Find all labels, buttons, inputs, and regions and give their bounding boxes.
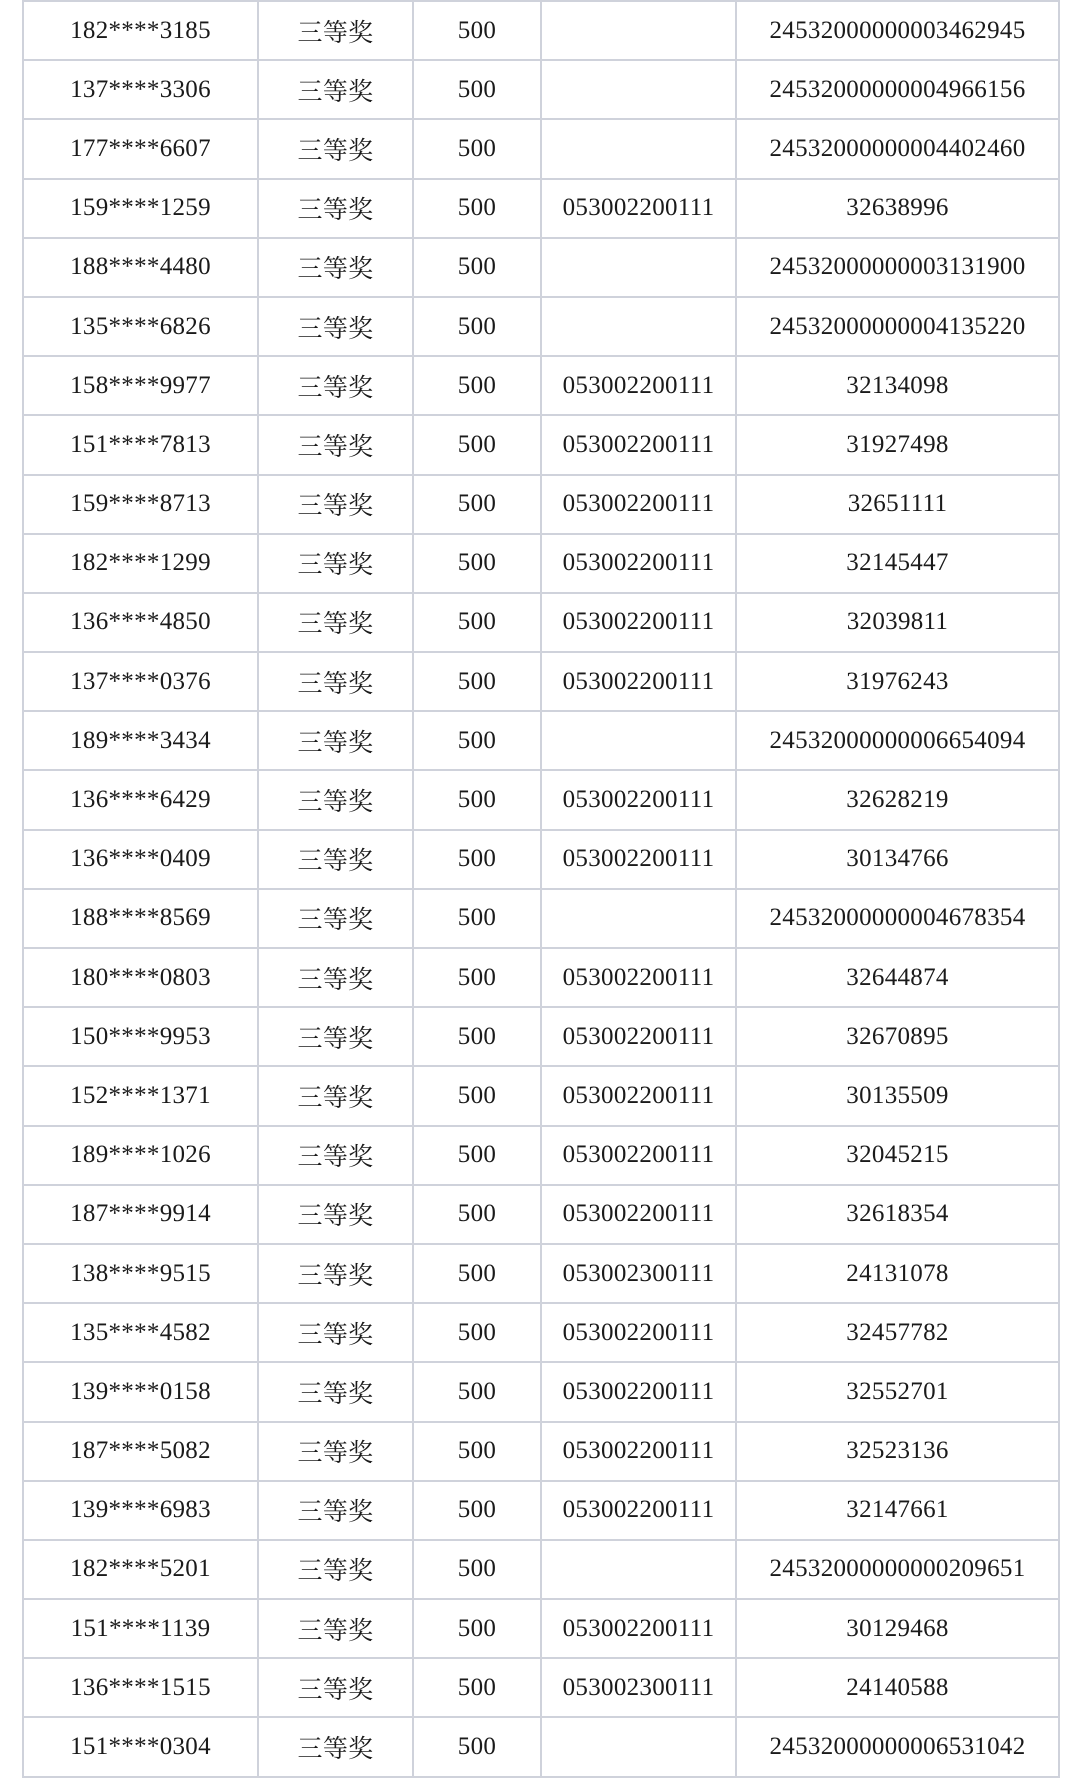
prize-cell: 三等奖	[259, 890, 412, 947]
amount-cell: 500	[414, 1363, 540, 1420]
table-row	[24, 120, 1058, 177]
amount-cell: 500	[414, 180, 540, 237]
number-cell: 31976243	[737, 653, 1058, 710]
number-cell: 32134098	[737, 357, 1058, 414]
code-cell: 053002200111	[542, 476, 735, 533]
phone-cell: 136****4850	[24, 594, 257, 651]
number-cell: 30129468	[737, 1600, 1058, 1657]
table-row	[24, 653, 1058, 710]
table-row	[24, 357, 1058, 414]
table-row	[24, 239, 1058, 296]
code-cell: 053002200111	[542, 1423, 735, 1480]
phone-cell: 182****1299	[24, 535, 257, 592]
amount-cell: 500	[414, 653, 540, 710]
winners-table-container	[22, 0, 1058, 1778]
prize-cell: 三等奖	[259, 1245, 412, 1302]
table-row	[24, 1186, 1058, 1243]
amount-cell: 500	[414, 712, 540, 769]
amount-cell: 500	[414, 239, 540, 296]
code-cell: 053002200111	[542, 416, 735, 473]
phone-cell: 188****4480	[24, 239, 257, 296]
phone-cell: 136****1515	[24, 1659, 257, 1716]
number-cell: 32523136	[737, 1423, 1058, 1480]
code-cell: 053002200111	[542, 594, 735, 651]
table-row	[24, 535, 1058, 592]
phone-cell: 151****7813	[24, 416, 257, 473]
code-cell: 053002200111	[542, 653, 735, 710]
table-row	[24, 1127, 1058, 1184]
amount-cell: 500	[414, 1067, 540, 1124]
prize-cell: 三等奖	[259, 180, 412, 237]
phone-cell: 137****3306	[24, 61, 257, 118]
number-cell: 24532000000006531042	[737, 1718, 1058, 1775]
table-row	[24, 2, 1058, 59]
code-cell: 053002200111	[542, 1008, 735, 1065]
prize-cell: 三等奖	[259, 1067, 412, 1124]
code-cell: 053002200111	[542, 831, 735, 888]
amount-cell: 500	[414, 298, 540, 355]
prize-cell: 三等奖	[259, 1600, 412, 1657]
code-cell	[542, 61, 735, 118]
phone-cell: 151****1139	[24, 1600, 257, 1657]
number-cell: 24532000000003131900	[737, 239, 1058, 296]
amount-cell: 500	[414, 476, 540, 533]
phone-cell: 138****9515	[24, 1245, 257, 1302]
number-cell: 32147661	[737, 1482, 1058, 1539]
code-cell: 053002200111	[542, 357, 735, 414]
code-cell: 053002200111	[542, 949, 735, 1006]
amount-cell: 500	[414, 771, 540, 828]
number-cell: 24532000000004966156	[737, 61, 1058, 118]
phone-cell: 135****6826	[24, 298, 257, 355]
table-row	[24, 1245, 1058, 1302]
amount-cell: 500	[414, 1659, 540, 1716]
prize-cell: 三等奖	[259, 1482, 412, 1539]
table-row	[24, 1067, 1058, 1124]
table-row	[24, 61, 1058, 118]
number-cell: 24532000000006654094	[737, 712, 1058, 769]
table-row	[24, 949, 1058, 1006]
prize-cell: 三等奖	[259, 120, 412, 177]
table-row	[24, 1541, 1058, 1598]
number-cell: 32644874	[737, 949, 1058, 1006]
code-cell	[542, 298, 735, 355]
amount-cell: 500	[414, 120, 540, 177]
number-cell: 24131078	[737, 1245, 1058, 1302]
prize-cell: 三等奖	[259, 1304, 412, 1361]
number-cell: 30134766	[737, 831, 1058, 888]
code-cell: 053002200111	[542, 1482, 735, 1539]
number-cell: 31927498	[737, 416, 1058, 473]
number-cell: 32145447	[737, 535, 1058, 592]
amount-cell: 500	[414, 1718, 540, 1775]
phone-cell: 150****9953	[24, 1008, 257, 1065]
phone-cell: 139****0158	[24, 1363, 257, 1420]
table-row	[24, 1304, 1058, 1361]
number-cell: 24532000000004678354	[737, 890, 1058, 947]
number-cell: 32618354	[737, 1186, 1058, 1243]
table-row	[24, 1600, 1058, 1657]
phone-cell: 136****0409	[24, 831, 257, 888]
phone-cell: 180****0803	[24, 949, 257, 1006]
amount-cell: 500	[414, 1541, 540, 1598]
amount-cell: 500	[414, 831, 540, 888]
code-cell: 053002200111	[542, 1127, 735, 1184]
amount-cell: 500	[414, 357, 540, 414]
phone-cell: 139****6983	[24, 1482, 257, 1539]
prize-cell: 三等奖	[259, 949, 412, 1006]
table-row	[24, 1718, 1058, 1775]
number-cell: 24532000000003462945	[737, 2, 1058, 59]
code-cell: 053002200111	[542, 535, 735, 592]
number-cell: 32651111	[737, 476, 1058, 533]
phone-cell: 158****9977	[24, 357, 257, 414]
code-cell: 053002200111	[542, 1067, 735, 1124]
number-cell: 24532000000004402460	[737, 120, 1058, 177]
amount-cell: 500	[414, 890, 540, 947]
amount-cell: 500	[414, 1423, 540, 1480]
prize-cell: 三等奖	[259, 831, 412, 888]
prize-cell: 三等奖	[259, 1127, 412, 1184]
code-cell: 053002200111	[542, 1600, 735, 1657]
prize-cell: 三等奖	[259, 2, 412, 59]
table-row	[24, 890, 1058, 947]
amount-cell: 500	[414, 61, 540, 118]
prize-cell: 三等奖	[259, 416, 412, 473]
prize-cell: 三等奖	[259, 298, 412, 355]
phone-cell: 188****8569	[24, 890, 257, 947]
table-row	[24, 180, 1058, 237]
code-cell: 053002200111	[542, 180, 735, 237]
number-cell: 30135509	[737, 1067, 1058, 1124]
code-cell	[542, 120, 735, 177]
number-cell: 32552701	[737, 1363, 1058, 1420]
amount-cell: 500	[414, 2, 540, 59]
table-row	[24, 831, 1058, 888]
number-cell: 32045215	[737, 1127, 1058, 1184]
table-row	[24, 771, 1058, 828]
amount-cell: 500	[414, 416, 540, 473]
table-row	[24, 1659, 1058, 1716]
prize-cell: 三等奖	[259, 239, 412, 296]
code-cell	[542, 239, 735, 296]
amount-cell: 500	[414, 1482, 540, 1539]
phone-cell: 152****1371	[24, 1067, 257, 1124]
prize-cell: 三等奖	[259, 1423, 412, 1480]
table-row	[24, 1008, 1058, 1065]
table-row	[24, 1423, 1058, 1480]
code-cell	[542, 712, 735, 769]
table-row	[24, 1363, 1058, 1420]
phone-cell: 189****3434	[24, 712, 257, 769]
number-cell: 32039811	[737, 594, 1058, 651]
table-row	[24, 416, 1058, 473]
number-cell: 24532000000000209651	[737, 1541, 1058, 1598]
phone-cell: 177****6607	[24, 120, 257, 177]
winners-table	[22, 0, 1060, 1778]
code-cell: 053002200111	[542, 771, 735, 828]
code-cell: 053002300111	[542, 1659, 735, 1716]
prize-cell: 三等奖	[259, 1718, 412, 1775]
number-cell: 32628219	[737, 771, 1058, 828]
phone-cell: 159****8713	[24, 476, 257, 533]
prize-cell: 三等奖	[259, 535, 412, 592]
phone-cell: 135****4582	[24, 1304, 257, 1361]
amount-cell: 500	[414, 1245, 540, 1302]
table-row	[24, 298, 1058, 355]
prize-cell: 三等奖	[259, 357, 412, 414]
code-cell: 053002300111	[542, 1245, 735, 1302]
code-cell: 053002200111	[542, 1304, 735, 1361]
prize-cell: 三等奖	[259, 476, 412, 533]
phone-cell: 189****1026	[24, 1127, 257, 1184]
phone-cell: 159****1259	[24, 180, 257, 237]
number-cell: 24140588	[737, 1659, 1058, 1716]
amount-cell: 500	[414, 1304, 540, 1361]
code-cell: 053002200111	[542, 1186, 735, 1243]
code-cell	[542, 2, 735, 59]
prize-cell: 三等奖	[259, 1541, 412, 1598]
code-cell	[542, 1718, 735, 1775]
prize-cell: 三等奖	[259, 61, 412, 118]
phone-cell: 151****0304	[24, 1718, 257, 1775]
table-row	[24, 1482, 1058, 1539]
phone-cell: 182****3185	[24, 2, 257, 59]
table-row	[24, 476, 1058, 533]
number-cell: 32670895	[737, 1008, 1058, 1065]
amount-cell: 500	[414, 1600, 540, 1657]
phone-cell: 187****9914	[24, 1186, 257, 1243]
amount-cell: 500	[414, 535, 540, 592]
phone-cell: 187****5082	[24, 1423, 257, 1480]
amount-cell: 500	[414, 1008, 540, 1065]
prize-cell: 三等奖	[259, 594, 412, 651]
amount-cell: 500	[414, 594, 540, 651]
prize-cell: 三等奖	[259, 653, 412, 710]
prize-cell: 三等奖	[259, 1659, 412, 1716]
number-cell: 24532000000004135220	[737, 298, 1058, 355]
number-cell: 32638996	[737, 180, 1058, 237]
prize-cell: 三等奖	[259, 1363, 412, 1420]
table-row	[24, 594, 1058, 651]
prize-cell: 三等奖	[259, 1186, 412, 1243]
prize-cell: 三等奖	[259, 712, 412, 769]
phone-cell: 182****5201	[24, 1541, 257, 1598]
code-cell	[542, 890, 735, 947]
amount-cell: 500	[414, 1186, 540, 1243]
code-cell: 053002200111	[542, 1363, 735, 1420]
prize-cell: 三等奖	[259, 1008, 412, 1065]
prize-cell: 三等奖	[259, 771, 412, 828]
number-cell: 32457782	[737, 1304, 1058, 1361]
table-body	[24, 2, 1058, 1776]
phone-cell: 137****0376	[24, 653, 257, 710]
amount-cell: 500	[414, 949, 540, 1006]
phone-cell: 136****6429	[24, 771, 257, 828]
code-cell	[542, 1541, 735, 1598]
amount-cell: 500	[414, 1127, 540, 1184]
table-row	[24, 712, 1058, 769]
